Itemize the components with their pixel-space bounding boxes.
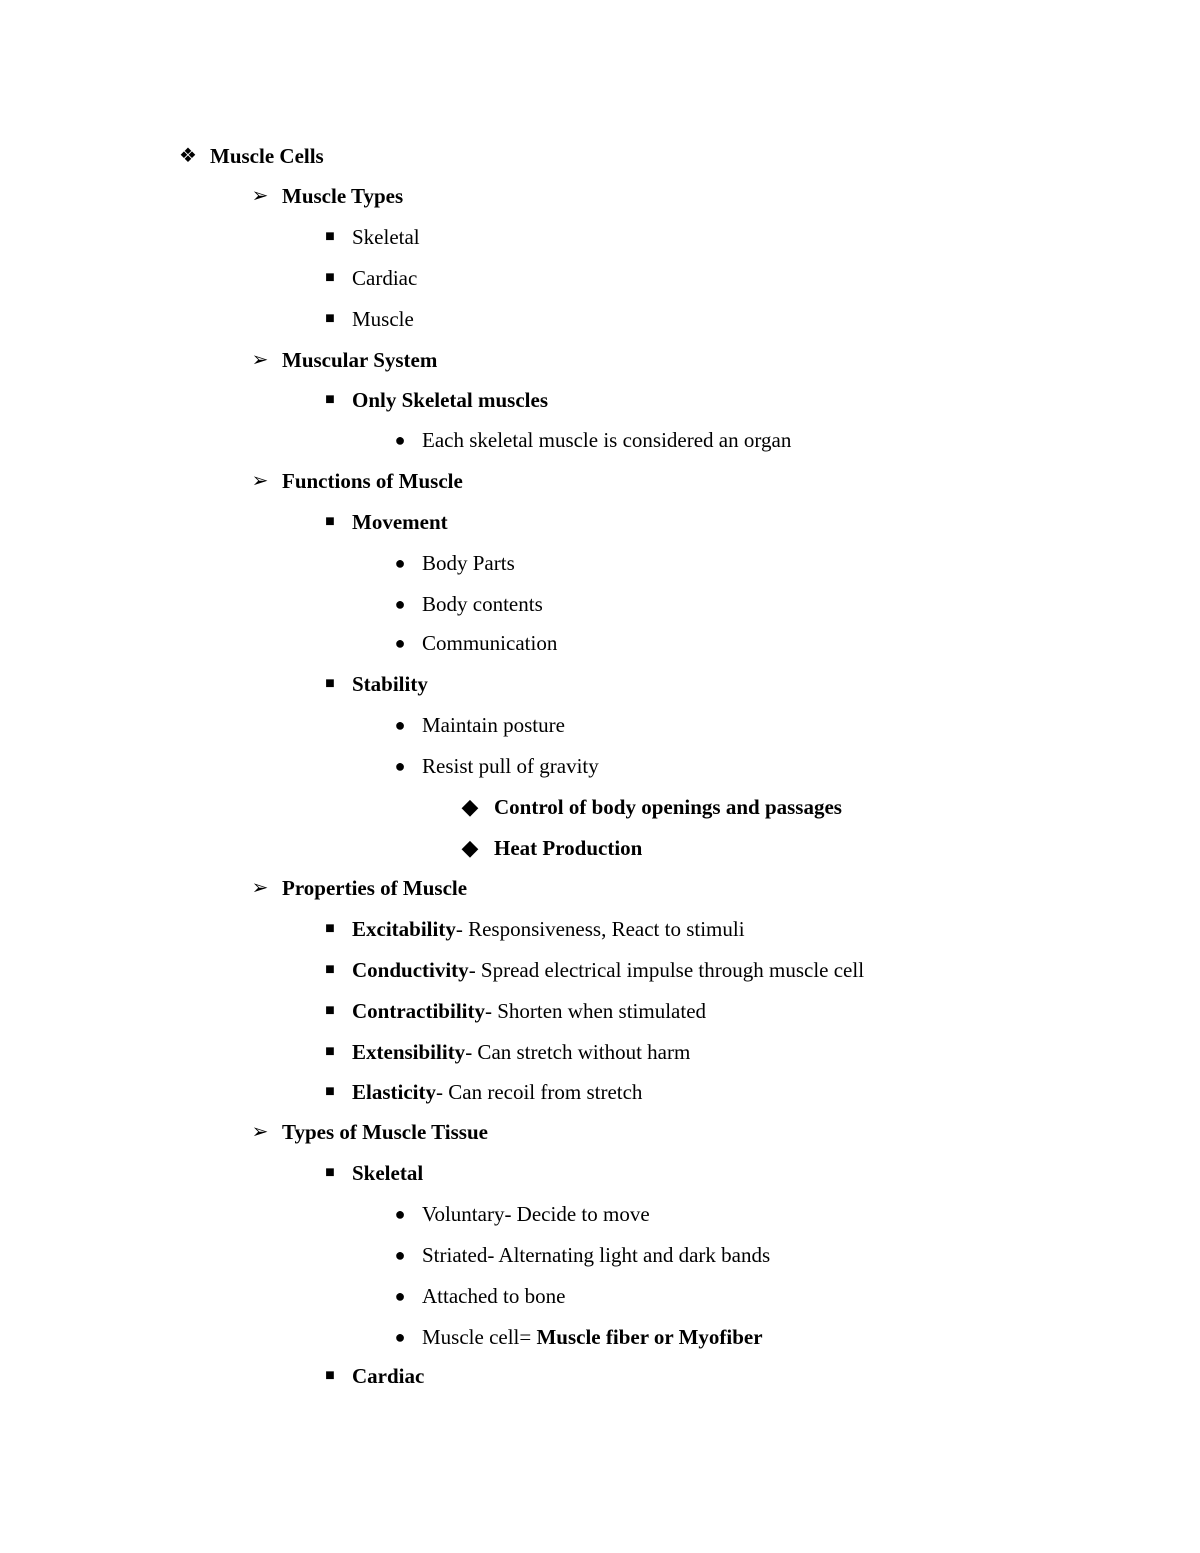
dot-bullet-icon: ● xyxy=(394,633,406,653)
square-bullet-icon: ■ xyxy=(325,269,335,286)
square-bullet-icon: ■ xyxy=(325,675,335,692)
square-bullet-icon: ■ xyxy=(325,920,335,937)
dot-bullet-icon: ● xyxy=(394,594,406,614)
list-item-text xyxy=(352,950,864,990)
list-item-text: Cardiac xyxy=(352,266,418,290)
list-item-text: Heat Production xyxy=(494,836,643,860)
list-item-text: Skeletal xyxy=(352,225,420,249)
arrowhead-bullet-icon: ➢ xyxy=(251,1121,269,1143)
square-bullet-icon: ■ xyxy=(325,1164,335,1181)
arrowhead-bullet-icon: ➢ xyxy=(251,877,269,899)
property-term: Contractibility xyxy=(352,999,485,1023)
square-bullet-icon: ■ xyxy=(325,1043,335,1060)
list-item-text xyxy=(352,1032,690,1072)
list-item-text: Only Skeletal muscles xyxy=(352,388,549,412)
list-item-text xyxy=(352,991,706,1031)
property-term: Elasticity xyxy=(352,1080,436,1104)
list-item-text: Muscle xyxy=(352,307,414,331)
square-bullet-icon: ■ xyxy=(325,391,335,408)
square-bullet-icon: ■ xyxy=(325,228,335,245)
heading-muscle-cells: Muscle Cells xyxy=(210,144,324,168)
dot-bullet-icon: ● xyxy=(394,553,406,573)
square-bullet-icon: ■ xyxy=(325,1367,335,1384)
list-item-text: Each skeletal muscle is considered an organ xyxy=(422,428,792,452)
dot-bullet-icon: ● xyxy=(394,1245,406,1265)
square-bullet-icon: ■ xyxy=(325,961,335,978)
dot-bullet-icon: ● xyxy=(394,1286,406,1306)
list-item-text: Stability xyxy=(352,672,428,696)
square-bullet-icon: ■ xyxy=(325,1002,335,1019)
heading-functions: Functions of Muscle xyxy=(282,469,463,493)
diamond-bullet-icon: ◆ xyxy=(461,835,479,860)
heading-properties: Properties of Muscle xyxy=(282,876,468,900)
property-description: - Shorten when stimulated xyxy=(484,999,707,1023)
list-item-text: Communication xyxy=(422,631,558,655)
square-bullet-icon: ■ xyxy=(325,1083,335,1100)
arrowhead-bullet-icon: ➢ xyxy=(251,349,269,371)
list-item-text: Cardiac xyxy=(352,1364,425,1388)
heading-muscle-types: Muscle Types xyxy=(282,184,404,208)
list-item-text: Body contents xyxy=(422,592,543,616)
dot-bullet-icon: ● xyxy=(394,1204,406,1224)
heading-tissue-types: Types of Muscle Tissue xyxy=(282,1120,488,1144)
list-item-text xyxy=(352,1072,642,1112)
list-item-text: Attached to bone xyxy=(422,1284,566,1308)
list-item-text: Voluntary- Decide to move xyxy=(422,1202,650,1226)
property-term: Excitability xyxy=(352,917,456,941)
property-description: - Can recoil from stretch xyxy=(436,1080,643,1104)
heading-muscular-system: Muscular System xyxy=(282,348,438,372)
property-term: Extensibility xyxy=(352,1040,466,1064)
list-item-text xyxy=(352,909,745,949)
muscle-fiber-term: Muscle fiber or Myofiber xyxy=(536,1325,763,1349)
arrowhead-bullet-icon: ➢ xyxy=(251,470,269,492)
list-item-text xyxy=(422,1317,763,1357)
dot-bullet-icon: ● xyxy=(394,715,406,735)
list-item-text: Resist pull of gravity xyxy=(422,754,599,778)
list-item-text: Control of body openings and passages xyxy=(494,795,842,819)
dot-bullet-icon: ● xyxy=(394,1327,406,1347)
property-description: - Spread electrical impulse through muscle cell xyxy=(468,958,865,982)
list-item-text: Movement xyxy=(352,510,448,534)
muscle-cell-prefix: Muscle cell= xyxy=(422,1325,537,1349)
square-bullet-icon: ■ xyxy=(325,513,335,530)
dot-bullet-icon: ● xyxy=(394,430,406,450)
property-description: - Can stretch without harm xyxy=(465,1040,691,1064)
list-item-text: Skeletal xyxy=(352,1161,424,1185)
arrowhead-bullet-icon: ➢ xyxy=(251,185,269,207)
square-bullet-icon: ■ xyxy=(325,310,335,327)
property-description: - Responsiveness, React to stimuli xyxy=(455,917,745,941)
list-item-text: Maintain posture xyxy=(422,713,565,737)
property-term: Conductivity xyxy=(352,958,469,982)
list-item-text: Striated- Alternating light and dark bands xyxy=(422,1243,771,1267)
diamond-bullet-icon: ◆ xyxy=(461,794,479,819)
diamond-four-bullet-icon: ❖ xyxy=(179,145,197,167)
list-item-text: Body Parts xyxy=(422,551,515,575)
dot-bullet-icon: ● xyxy=(394,756,406,776)
